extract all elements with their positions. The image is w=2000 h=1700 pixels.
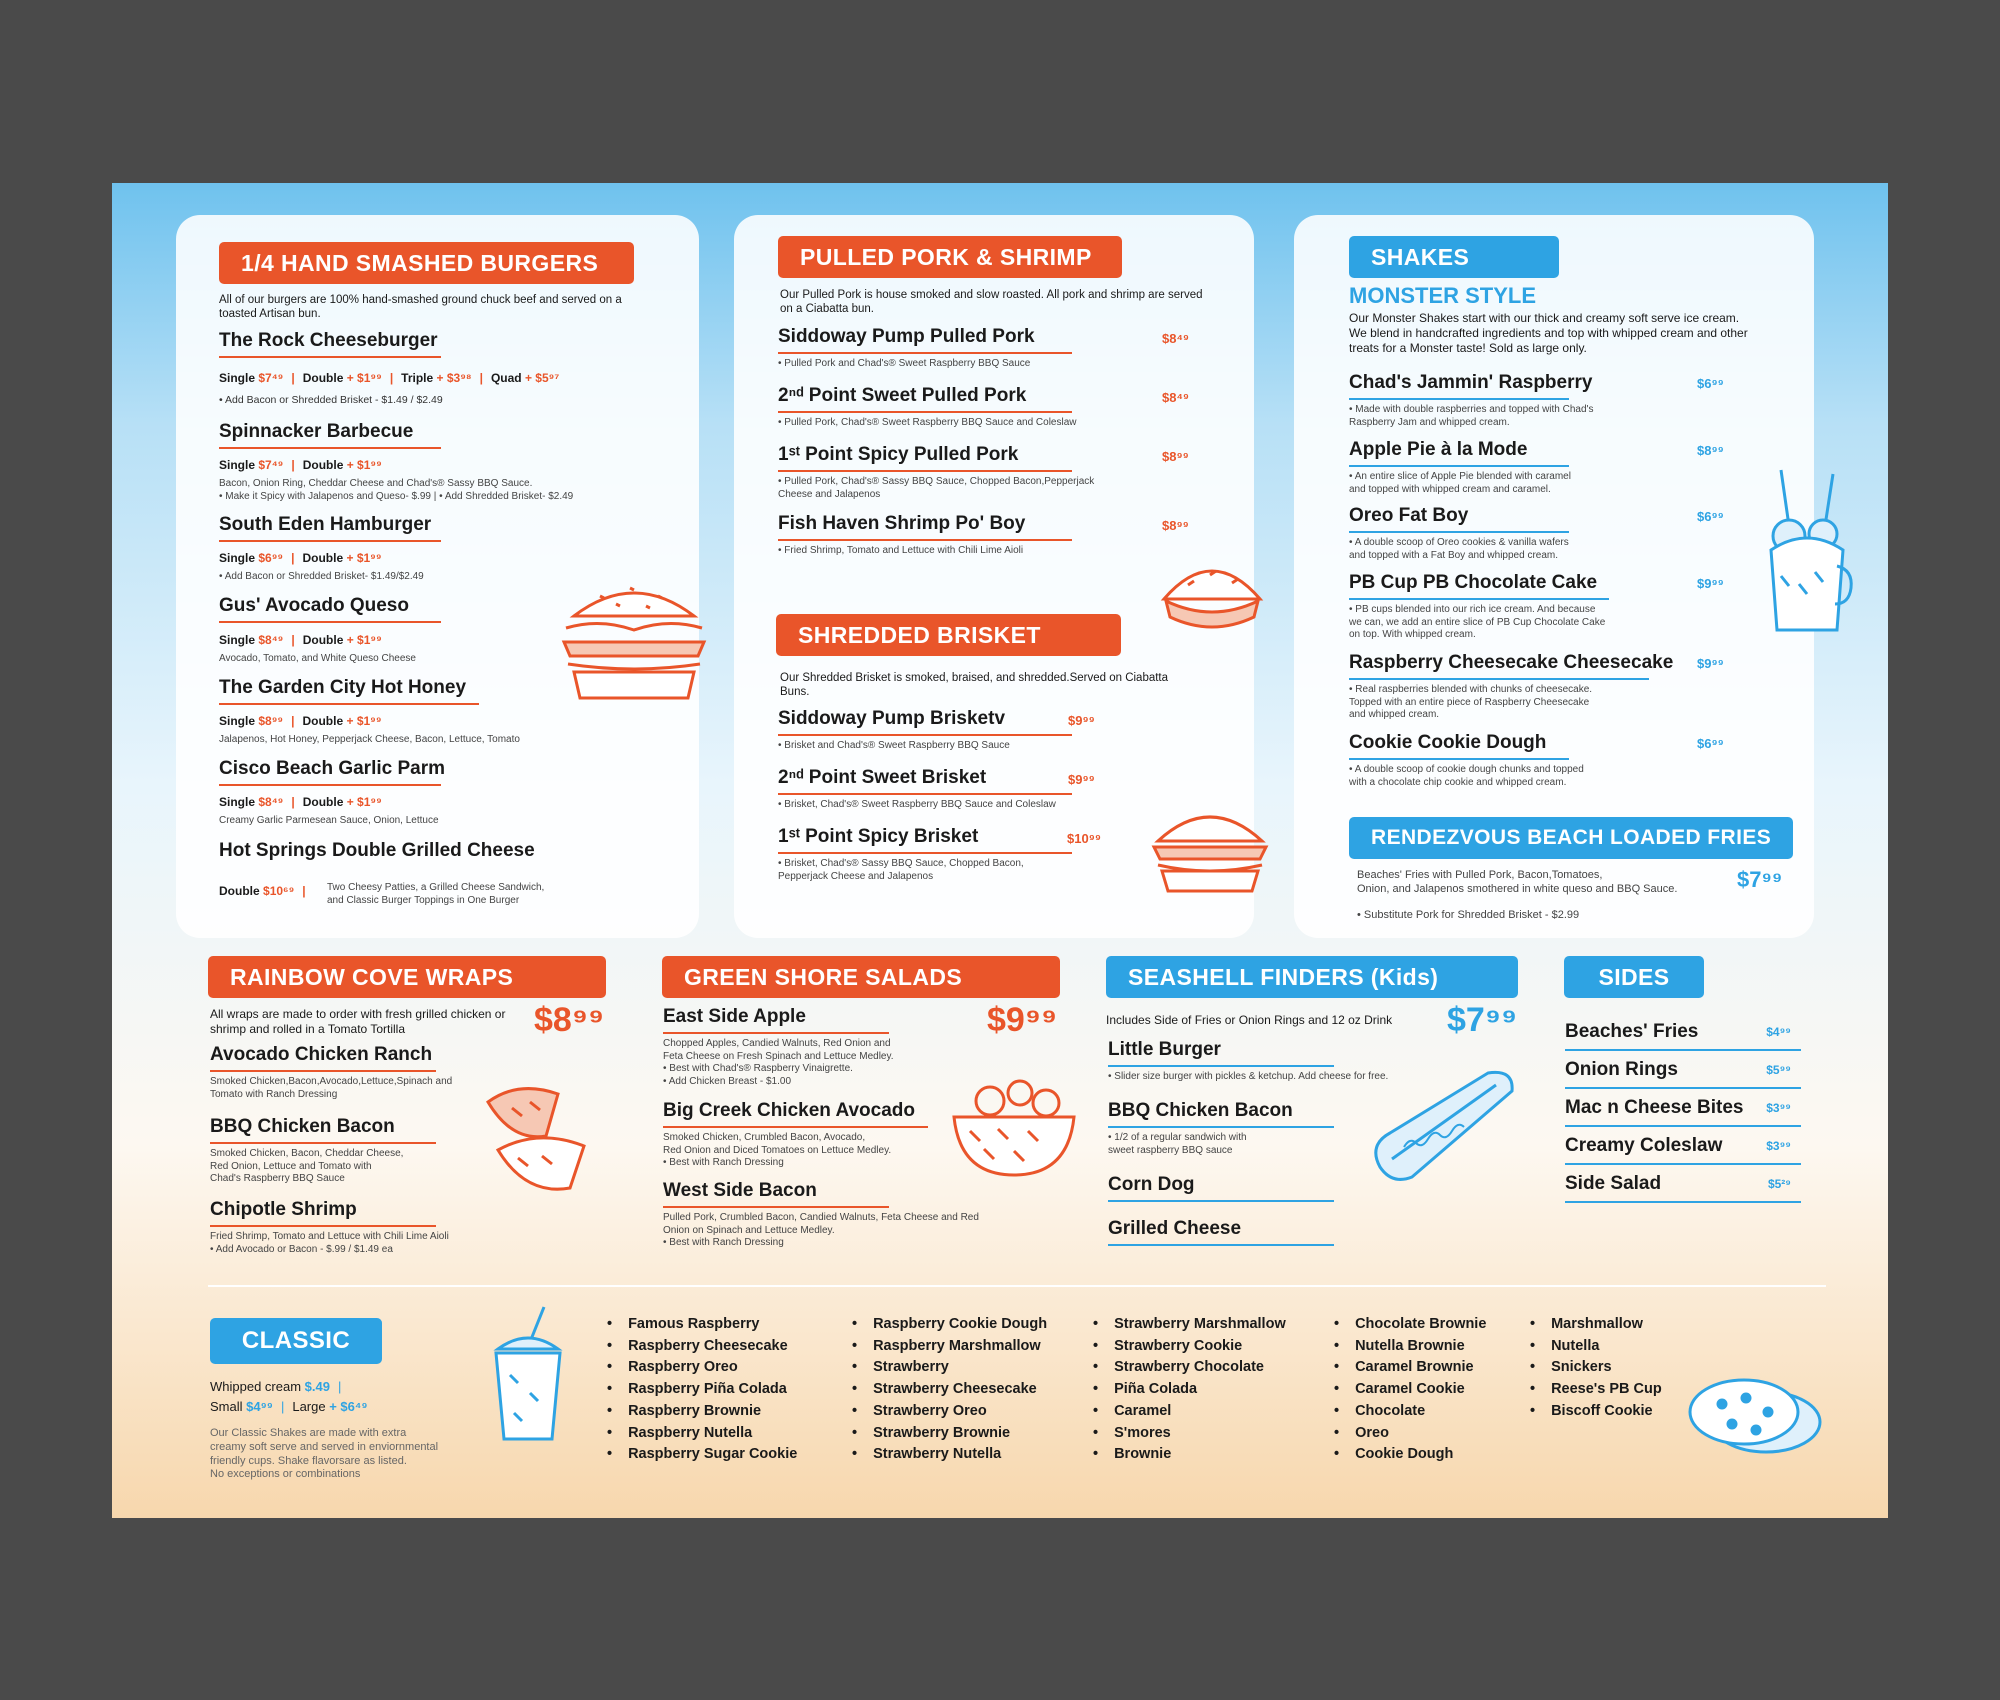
south-eden-desc: • Add Bacon or Shredded Brisket- $1.49/$2.49 bbox=[219, 571, 424, 582]
flavor-item: • Strawberry Oreo bbox=[852, 1401, 1047, 1423]
item-rule bbox=[1565, 1201, 1801, 1203]
flavor-item: • Biscoff Cookie bbox=[1530, 1401, 1662, 1423]
side-item-3 bbox=[1565, 1135, 1801, 1165]
item-desc: • PB cups blended into our rich ice cream. And because we can, we add an entire slice of PB Cup Chocolate Cake on top. With whipped cream. bbox=[1349, 604, 1606, 640]
item-desc: Chopped Apples, Candied Walnuts, Red Onion and Feta Cheese on Fresh Spinach and Lettuce Medley. • Best with Chad's® Raspberry Vinaigrette. • Add Chicken Breast - $1.00 bbox=[663, 1038, 894, 1087]
flavor-item: • Raspberry Brownie bbox=[607, 1401, 797, 1423]
flavor-item: • Raspberry Piña Colada bbox=[607, 1379, 797, 1401]
rock-note: • Add Bacon or Shredded Brisket - $1.49 / $2.49 bbox=[219, 394, 443, 406]
wrap-illustration-icon bbox=[478, 1072, 602, 1196]
flavor-item: • S'mores bbox=[1093, 1423, 1286, 1445]
brisket-price-0: $9⁹⁹ bbox=[1068, 713, 1095, 728]
flavor-item: • Strawberry Marshmallow bbox=[1093, 1314, 1286, 1336]
flavor-item: • Raspberry Cheesecake bbox=[607, 1336, 797, 1358]
classic-cup-illustration-icon bbox=[488, 1303, 568, 1443]
item-name: The Garden City Hot Honey bbox=[219, 677, 479, 705]
flavor-item: • Reese's PB Cup bbox=[1530, 1379, 1662, 1401]
garden-city-sizes: Single $8⁹⁹ | Double + $1⁹⁹ bbox=[219, 714, 382, 728]
side-item-2 bbox=[1565, 1097, 1801, 1127]
item-name: The Rock Cheeseburger bbox=[219, 330, 441, 358]
item-price: $3⁹⁹ bbox=[1766, 1101, 1791, 1115]
flavor-item: • Raspberry Oreo bbox=[607, 1357, 797, 1379]
item-name: Creamy Coleslaw bbox=[1565, 1135, 1723, 1156]
flavor-item: • Raspberry Sugar Cookie bbox=[607, 1444, 797, 1466]
item-name: 2ⁿᵈ Point Sweet Brisket bbox=[778, 767, 1072, 795]
pork-intro: Our Pulled Pork is house smoked and slow roasted. All pork and shrimp are served on a Ciabatta bun. bbox=[780, 289, 1203, 316]
shake-item-5 bbox=[1349, 732, 1584, 789]
flavor-item: • Raspberry Cookie Dough bbox=[852, 1314, 1047, 1336]
sides-header: SIDES bbox=[1564, 956, 1704, 998]
salad-item-2 bbox=[663, 1180, 979, 1250]
item-name: Beaches' Fries bbox=[1565, 1021, 1699, 1042]
burger-spinnacker bbox=[219, 421, 441, 449]
kids-intro: Includes Side of Fries or Onion Rings and 12 oz Drink bbox=[1106, 1013, 1393, 1027]
item-name: Onion Rings bbox=[1565, 1059, 1678, 1080]
flavor-item: • Piña Colada bbox=[1093, 1379, 1286, 1401]
item-desc: • 1/2 of a regular sandwich with sweet raspberry BBQ sauce bbox=[1108, 1132, 1247, 1156]
pork-item-2 bbox=[778, 444, 1094, 501]
south-eden-sizes: Single $6⁹⁹ | Double + $1⁹⁹ bbox=[219, 551, 382, 565]
cookie-illustration-icon bbox=[1686, 1370, 1824, 1458]
flavor-column-3 bbox=[1334, 1314, 1486, 1466]
item-rule bbox=[1565, 1049, 1801, 1051]
hotdog-illustration-icon bbox=[1368, 1063, 1518, 1187]
flavor-column-2 bbox=[1093, 1314, 1286, 1466]
wrap-item-2 bbox=[210, 1199, 449, 1256]
wrap-item-1 bbox=[210, 1116, 436, 1186]
item-desc: • A double scoop of cookie dough chunks and topped with a chocolate chip cookie and whipped cream. bbox=[1349, 764, 1584, 788]
brisket-item-0 bbox=[778, 708, 1072, 753]
item-name: Side Salad bbox=[1565, 1173, 1662, 1194]
item-desc: • Pulled Pork and Chad's® Sweet Raspberry BBQ Sauce bbox=[778, 358, 1031, 369]
item-desc: • An entire slice of Apple Pie blended with caramel and topped with whipped cream and caramel. bbox=[1349, 471, 1571, 495]
shake-price-3: $9⁹⁹ bbox=[1697, 576, 1724, 591]
shake-item-3 bbox=[1349, 572, 1609, 642]
item-desc: Pulled Pork, Crumbled Bacon, Candied Walnuts, Feta Cheese and Red Onion on Spinach and Lettuce Medley. • Best with Ranch Dressing bbox=[663, 1212, 979, 1248]
item-price: $3⁹⁹ bbox=[1766, 1139, 1791, 1153]
pork-item-0 bbox=[778, 326, 1072, 371]
item-name: PB Cup PB Chocolate Cake bbox=[1349, 572, 1609, 600]
brisket-price-1: $9⁹⁹ bbox=[1068, 772, 1095, 787]
fries-header: RENDEZVOUS BEACH LOADED FRIES bbox=[1349, 817, 1793, 859]
shakes-subtitle: MONSTER STYLE bbox=[1349, 283, 1537, 308]
shakes-intro: Our Monster Shakes start with our thick and creamy soft serve ice cream. We blend in handcrafted ingredients and top with whipped cream and other treats for a Monster taste! Sold as large only. bbox=[1349, 311, 1748, 355]
monster-shake-illustration-icon bbox=[1759, 466, 1855, 636]
flavor-item: • Brownie bbox=[1093, 1444, 1286, 1466]
gus-desc: Avocado, Tomato, and White Queso Cheese bbox=[219, 653, 416, 664]
item-name: BBQ Chicken Bacon bbox=[210, 1116, 436, 1144]
item-name: Chad's Jammin' Raspberry bbox=[1349, 372, 1569, 400]
rock-sizes: Single $7⁴⁹ | Double + $1⁹⁹ | Triple + $3⁹⁸ | Quad + $5⁹⁷ bbox=[219, 371, 560, 385]
flavor-column-1 bbox=[852, 1314, 1047, 1466]
flavor-item: • Nutella bbox=[1530, 1336, 1662, 1358]
item-name: Siddoway Pump Brisketv bbox=[778, 708, 1072, 736]
kids-price: $7⁹⁹ bbox=[1447, 1001, 1518, 1039]
shake-price-5: $6⁹⁹ bbox=[1697, 736, 1724, 751]
shake-price-4: $9⁹⁹ bbox=[1697, 656, 1724, 671]
item-name: Corn Dog bbox=[1108, 1174, 1334, 1202]
brisket-header: SHREDDED BRISKET bbox=[776, 614, 1121, 656]
item-desc: Smoked Chicken, Bacon, Cheddar Cheese, Red Onion, Lettuce and Tomato with Chad's Raspberry BBQ Sauce bbox=[210, 1148, 404, 1184]
item-desc: • A double scoop of Oreo cookies & vanilla wafers and topped with a Fat Boy and whipped cream. bbox=[1349, 537, 1569, 561]
flavor-item: • Strawberry Cheesecake bbox=[852, 1379, 1047, 1401]
item-name: Cookie Cookie Dough bbox=[1349, 732, 1569, 760]
wraps-intro: All wraps are made to order with fresh grilled chicken or shrimp and rolled in a Tomato Tortilla bbox=[210, 1007, 506, 1036]
burgers-header: 1/4 HAND SMASHED BURGERS bbox=[219, 242, 634, 284]
shake-item-2 bbox=[1349, 505, 1569, 562]
item-name: Hot Springs Double Grilled Cheese bbox=[219, 840, 535, 861]
cisco-sizes: Single $8⁴⁹ | Double + $1⁹⁹ bbox=[219, 795, 382, 809]
cisco-desc: Creamy Garlic Parmesean Sauce, Onion, Lettuce bbox=[219, 815, 439, 826]
item-price: $5²⁹ bbox=[1767, 1177, 1791, 1191]
burger-cisco bbox=[219, 758, 445, 786]
classic-desc: Our Classic Shakes are made with extra creamy soft serve and served in enviornmental friendly cups. Shake flavorsare as listed. No exceptions or combinations bbox=[210, 1427, 439, 1481]
item-desc: • Fried Shrimp, Tomato and Lettuce with Chili Lime Aioli bbox=[778, 545, 1024, 556]
item-name: West Side Bacon bbox=[663, 1180, 889, 1208]
menu-board bbox=[112, 183, 1888, 1518]
pork-price-1: $8⁴⁹ bbox=[1162, 390, 1190, 405]
item-name: Oreo Fat Boy bbox=[1349, 505, 1569, 533]
salad-bowl-illustration-icon bbox=[950, 1071, 1078, 1179]
flavor-item: • Caramel Brownie bbox=[1334, 1357, 1486, 1379]
item-name: Chipotle Shrimp bbox=[210, 1199, 436, 1227]
item-name: Mac n Cheese Bites bbox=[1565, 1097, 1744, 1118]
item-name: South Eden Hamburger bbox=[219, 514, 441, 542]
fries-note: • Substitute Pork for Shredded Brisket - $2.99 bbox=[1357, 909, 1580, 921]
item-desc: • Real raspberries blended with chunks of cheesecake. Topped with an entire piece of Raspberry Cheesecake and whipped cream. bbox=[1349, 684, 1593, 720]
kids-item-0 bbox=[1108, 1039, 1388, 1084]
spinnacker-sizes: Single $7⁴⁹ | Double + $1⁹⁹ bbox=[219, 458, 382, 472]
wraps-price: $8⁹⁹ bbox=[534, 1001, 605, 1039]
side-item-4 bbox=[1565, 1173, 1801, 1203]
item-rule bbox=[1565, 1125, 1801, 1127]
pork-header: PULLED PORK & SHRIMP bbox=[778, 236, 1122, 278]
hot-springs-desc: Two Cheesy Patties, a Grilled Cheese Sandwich, and Classic Burger Toppings in One Burger bbox=[327, 882, 545, 906]
salad-item-0 bbox=[663, 1006, 894, 1088]
burgers-intro: All of our burgers are 100% hand-smashed ground chuck beef and served on a toasted Artisan bun. bbox=[219, 294, 622, 321]
item-rule bbox=[1565, 1087, 1801, 1089]
flavor-item: • Raspberry Marshmallow bbox=[852, 1336, 1047, 1358]
flavor-item: • Strawberry Nutella bbox=[852, 1444, 1047, 1466]
flavor-item: • Famous Raspberry bbox=[607, 1314, 797, 1336]
flavor-item: • Strawberry Brownie bbox=[852, 1423, 1047, 1445]
brisket-item-1 bbox=[778, 767, 1072, 812]
burger-garden-city bbox=[219, 677, 479, 705]
brisket-price-2: $10⁹⁹ bbox=[1067, 831, 1102, 846]
item-name: Fish Haven Shrimp Po' Boy bbox=[778, 513, 1072, 541]
item-desc: • Brisket, Chad's® Sassy BBQ Sauce, Chopped Bacon, Pepperjack Cheese and Jalapenos bbox=[778, 858, 1024, 882]
sandwich-illustration-icon bbox=[1158, 549, 1266, 635]
wraps-header: RAINBOW COVE WRAPS bbox=[208, 956, 606, 998]
item-desc: Fried Shrimp, Tomato and Lettuce with Chili Lime Aioli • Add Avocado or Bacon - $.99 / $1.49 ea bbox=[210, 1231, 449, 1255]
item-name: Grilled Cheese bbox=[1108, 1218, 1334, 1246]
item-desc: • Pulled Pork, Chad's® Sweet Raspberry BBQ Sauce and Coleslaw bbox=[778, 417, 1077, 428]
item-name: Gus' Avocado Queso bbox=[219, 595, 441, 623]
kids-item-1 bbox=[1108, 1100, 1334, 1157]
flavor-item: • Strawberry Cookie bbox=[1093, 1336, 1286, 1358]
shake-item-1 bbox=[1349, 439, 1571, 496]
flavor-item: • Raspberry Nutella bbox=[607, 1423, 797, 1445]
pork-item-1 bbox=[778, 385, 1076, 430]
item-price: $4⁹⁹ bbox=[1766, 1025, 1791, 1039]
shakes-header: SHAKES bbox=[1349, 236, 1559, 278]
kids-item-2 bbox=[1108, 1174, 1334, 1202]
brisket-sandwich-illustration-icon bbox=[1148, 797, 1272, 897]
burger-hot-springs bbox=[219, 840, 535, 866]
fries-desc: Beaches' Fries with Pulled Pork, Bacon,Tomatoes, Onion, and Jalapenos smothered in white queso and BBQ Sauce. bbox=[1357, 869, 1678, 895]
flavor-item: • Caramel Cookie bbox=[1334, 1379, 1486, 1401]
item-name: Cisco Beach Garlic Parm bbox=[219, 758, 441, 786]
item-desc: Smoked Chicken,Bacon,Avocado,Lettuce,Spinach and Tomato with Ranch Dressing bbox=[210, 1076, 453, 1100]
flavor-item: • Chocolate Brownie bbox=[1334, 1314, 1486, 1336]
garden-city-desc: Jalapenos, Hot Honey, Pepperjack Cheese, Bacon, Lettuce, Tomato bbox=[219, 734, 520, 745]
flavor-item: • Oreo bbox=[1334, 1423, 1486, 1445]
item-name: Raspberry Cheesecake Cheesecake bbox=[1349, 652, 1649, 680]
classic-whipped: Whipped cream $.49 | bbox=[210, 1379, 342, 1394]
fries-price: $7⁹⁹ bbox=[1737, 867, 1783, 892]
item-name: 1ˢᵗ Point Spicy Brisket bbox=[778, 826, 1072, 854]
item-name: Siddoway Pump Pulled Pork bbox=[778, 326, 1072, 354]
shake-price-0: $6⁹⁹ bbox=[1697, 376, 1724, 391]
item-rule bbox=[1565, 1163, 1801, 1165]
brisket-intro: Our Shredded Brisket is smoked, braised, and shredded.Served on Ciabatta Buns. bbox=[780, 672, 1169, 699]
side-item-1 bbox=[1565, 1059, 1801, 1089]
salad-item-1 bbox=[663, 1100, 928, 1170]
flavor-item: • Cookie Dough bbox=[1334, 1444, 1486, 1466]
classic-sizes: Small $4⁹⁹ | Large + $6⁴⁹ bbox=[210, 1399, 368, 1414]
hot-springs-sizes: Double $10⁶⁹ | bbox=[219, 884, 306, 898]
burger-illustration-icon bbox=[560, 576, 708, 704]
pork-price-2: $8⁹⁹ bbox=[1162, 449, 1189, 464]
flavor-column-0 bbox=[607, 1314, 797, 1466]
flavor-column-4 bbox=[1530, 1314, 1662, 1423]
item-desc: • Brisket, Chad's® Sweet Raspberry BBQ Sauce and Coleslaw bbox=[778, 799, 1056, 810]
pork-item-3 bbox=[778, 513, 1072, 558]
pork-price-3: $8⁹⁹ bbox=[1162, 518, 1189, 533]
flavor-item: • Nutella Brownie bbox=[1334, 1336, 1486, 1358]
salads-price: $9⁹⁹ bbox=[987, 1001, 1058, 1039]
shake-price-1: $8⁹⁹ bbox=[1697, 443, 1724, 458]
burger-gus bbox=[219, 595, 441, 623]
flavor-item: • Snickers bbox=[1530, 1357, 1662, 1379]
item-name: 2ⁿᵈ Point Sweet Pulled Pork bbox=[778, 385, 1072, 413]
flavor-item: • Chocolate bbox=[1334, 1401, 1486, 1423]
kids-item-3 bbox=[1108, 1218, 1334, 1246]
item-name: BBQ Chicken Bacon bbox=[1108, 1100, 1334, 1128]
spinnacker-desc: Bacon, Onion Ring, Cheddar Cheese and Chad's® Sassy BBQ Sauce. • Make it Spicy with Jalapenos and Queso- $.99 | • Add Shredded Brisket- $2.49 bbox=[219, 478, 574, 502]
item-name: Little Burger bbox=[1108, 1039, 1334, 1067]
flavor-item: • Marshmallow bbox=[1530, 1314, 1662, 1336]
salads-header: GREEN SHORE SALADS bbox=[662, 956, 1060, 998]
item-price: $5⁹⁹ bbox=[1766, 1063, 1791, 1077]
item-name: Apple Pie à la Mode bbox=[1349, 439, 1569, 467]
classic-header: CLASSIC bbox=[210, 1318, 382, 1364]
flavor-item: • Strawberry bbox=[852, 1357, 1047, 1379]
burger-rock bbox=[219, 330, 441, 358]
section-divider bbox=[208, 1285, 1826, 1287]
pork-price-0: $8⁴⁹ bbox=[1162, 331, 1190, 346]
flavor-item: • Caramel bbox=[1093, 1401, 1286, 1423]
wrap-item-0 bbox=[210, 1044, 452, 1101]
flavor-item: • Strawberry Chocolate bbox=[1093, 1357, 1286, 1379]
item-desc: • Made with double raspberries and topped with Chad's Raspberry Jam and whipped cream. bbox=[1349, 404, 1594, 428]
item-desc: • Pulled Pork, Chad's® Sassy BBQ Sauce, Chopped Bacon,Pepperjack Cheese and Jalapenos bbox=[778, 476, 1095, 500]
gus-sizes: Single $8⁴⁹ | Double + $1⁹⁹ bbox=[219, 633, 382, 647]
item-desc: • Slider size burger with pickles & ketchup. Add cheese for free. bbox=[1108, 1071, 1389, 1082]
item-desc: • Brisket and Chad's® Sweet Raspberry BBQ Sauce bbox=[778, 740, 1010, 751]
side-item-0 bbox=[1565, 1021, 1801, 1051]
item-name: 1ˢᵗ Point Spicy Pulled Pork bbox=[778, 444, 1072, 472]
item-name: East Side Apple bbox=[663, 1006, 889, 1034]
burger-south-eden bbox=[219, 514, 441, 542]
item-name: Avocado Chicken Ranch bbox=[210, 1044, 436, 1072]
shake-item-4 bbox=[1349, 652, 1674, 722]
item-name: Spinnacker Barbecue bbox=[219, 421, 441, 449]
item-desc: Smoked Chicken, Crumbled Bacon, Avocado, Red Onion and Diced Tomatoes on Lettuce Medley. • Best with Ranch Dressing bbox=[663, 1132, 892, 1168]
item-name: Big Creek Chicken Avocado bbox=[663, 1100, 928, 1128]
brisket-item-2 bbox=[778, 826, 1072, 883]
shake-item-0 bbox=[1349, 372, 1593, 429]
shake-price-2: $6⁹⁹ bbox=[1697, 509, 1724, 524]
kids-header: SEASHELL FINDERS (Kids) bbox=[1106, 956, 1518, 998]
